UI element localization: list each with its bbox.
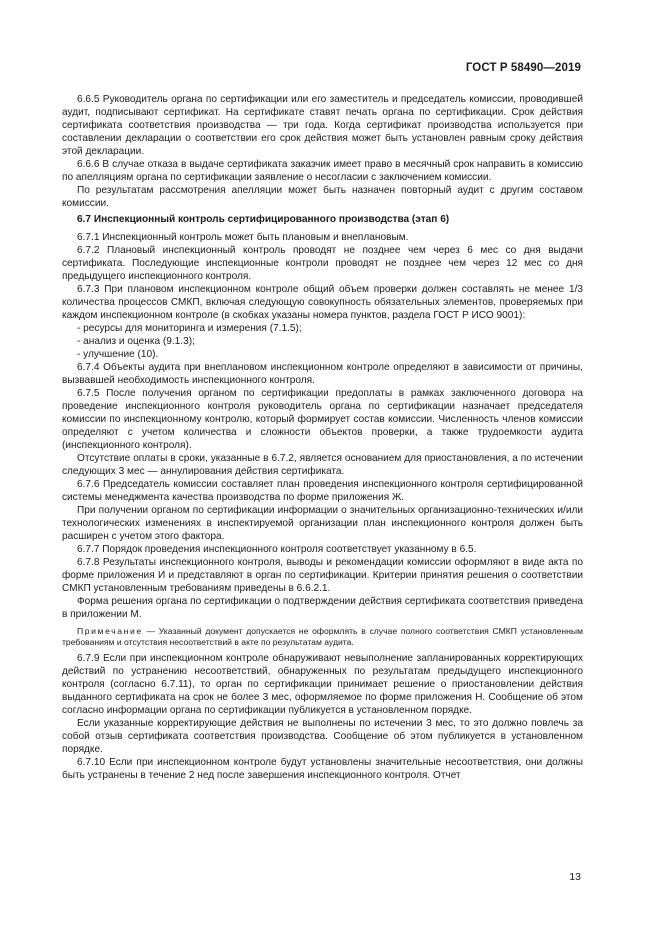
- list-item: - анализ и оценка (9.1.3);: [77, 336, 195, 347]
- paragraph-changes-info: При получении органом по сертификации информации о значительных организационно-технических и/или технологических изменениях в инспектируемой организации план инспекционного контроля должен быть расширен с учетом этого фактора.: [62, 505, 583, 542]
- paragraph-decision-form: Форма решения органа по сертификации о подтверждении действия сертификата соответствия приведена в приложении М.: [62, 596, 583, 620]
- paragraph-6-7-7: 6.7.7 Порядок проведения инспекционного контроля соответствует указанному в 6.5.: [77, 544, 477, 555]
- page-number: 13: [569, 871, 581, 883]
- paragraph-6-7-3: 6.7.3 При плановом инспекционном контроле общий объем проверки должен составлять не менее 1/3 количества процессов СМКП, включая следующую совокупность обязательных элементов, проверяемых при каждом инспекционном контроле (в скобках указаны номера пунктов, раздела ГОСТ Р ИСО 9001):: [62, 284, 583, 321]
- paragraph-nonpayment: Отсутствие оплаты в сроки, указанные в 6.7.2, является основанием для приостановления, а по истечении следующих 3 мес — аннулирования действия сертификата.: [62, 453, 583, 477]
- paragraph-6-7-1: 6.7.1 Инспекционный контроль может быть плановым и внеплановым.: [77, 232, 409, 243]
- note: [62, 626, 583, 648]
- paragraph-6-7-6: 6.7.6 Председатель комиссии составляет план проведения инспекционного контроля сертифицированной системы менеджмента качества производства по форме приложения Ж.: [62, 479, 583, 503]
- paragraph-appeal-result: По результатам рассмотрения апелляции может быть назначен повторный аудит с другим составом комиссии.: [62, 185, 583, 209]
- list-item: - ресурсы для мониторинга и измерения (7.1.5);: [77, 323, 302, 334]
- paragraph-6-7-5: 6.7.5 После получения органом по сертификации предоплаты в рамках заключенного договора на проведение инспекционного контроля руководитель органа по сертификации назначает председателя комиссии по инспекционному контролю, который формирует состав комиссии. Численность членов комиссии определяют с учетом количества и сложности объектов проверки, а также трудоемкости аудита (инспекционного контроля).: [62, 388, 583, 451]
- paragraph-6-7-10: 6.7.10 Если при инспекционном контроле будут установлены значительные несоответствия, они должны быть устранены в течение 2 нед после завершения инспекционного контроля. Отчет: [62, 757, 583, 782]
- paragraph-6-6-6: 6.6.6 В случае отказа в выдаче сертификата заказчик имеет право в месячный срок направить в комиссию по апелляциям органа по сертификации заявление о несогласии с заключением комиссии.: [62, 159, 583, 183]
- standard-designation: ГОСТ Р 58490—2019: [465, 62, 581, 74]
- list-item: - улучшение (10).: [77, 349, 159, 360]
- paragraph-6-7-4: 6.7.4 Объекты аудита при внеплановом инспекционном контроле определяют в зависимости от причины, вызвавшей необходимость инспекционного контроля.: [62, 362, 583, 386]
- paragraph-6-7-2: 6.7.2 Плановый инспекционный контроль проводят не позднее чем через 6 мес со дня выдачи сертификата. Последующие инспекционные контроли проводят не позднее чем через 12 мес со дня предыдущего инспекционного контроля.: [62, 245, 583, 282]
- document-body: [62, 93, 583, 782]
- section-heading-6-7: 6.7 Инспекционный контроль сертифицированного производства (этап 6): [77, 214, 450, 225]
- paragraph-6-6-5: 6.6.5 Руководитель органа по сертификации или его заместитель и председатель комиссии, проводившей аудит, подписывают сертификат. На сертификате ставят печать органа по сертификации. Срок действия сертификата соответствия производства — три года. Когда сертификат производства используется при составлении декларации о соответствии его срок действия может быть установлен равным сроку действия этой декларации.: [62, 94, 583, 157]
- note-label: Примечание: [77, 626, 143, 636]
- paragraph-revocation: Если указанные корректирующие действия не выполнены по истечении 3 мес, то это должно повлечь за собой отзыв сертификата соответствия производства. Сообщение об этом публикуется в установленном порядке.: [62, 718, 583, 756]
- note-text: — Указанный документ допускается не оформлять в случае полного соответствия СМКП установленным требованиям и отсутствия несоответствий в акте по результатам аудита.: [62, 626, 583, 648]
- paragraph-6-7-9: 6.7.9 Если при инспекционном контроле обнаруживают невыполнение запланированных корректирующих действий по устранению несоответствий, обнаруженных по результатам предыдущего инспекционного контроля (согласно 6.7.11), то орган по сертификации принимает решение о приостановлении действия выданного сертификата на срок не более 3 мес, оформляемое по форме приложения Н. Сообщение об этом согласно информации органа по сертификации публикуется в установленном порядке.: [62, 653, 583, 717]
- paragraph-6-7-8: 6.7.8 Результаты инспекционного контроля, выводы и рекомендации комиссии оформляют в виде акта по форме приложения И и представляют в орган по сертификации. Критерии принятия решения о соответствии СМКП установленным требованиям приведены в 6.6.2.1.: [62, 557, 583, 594]
